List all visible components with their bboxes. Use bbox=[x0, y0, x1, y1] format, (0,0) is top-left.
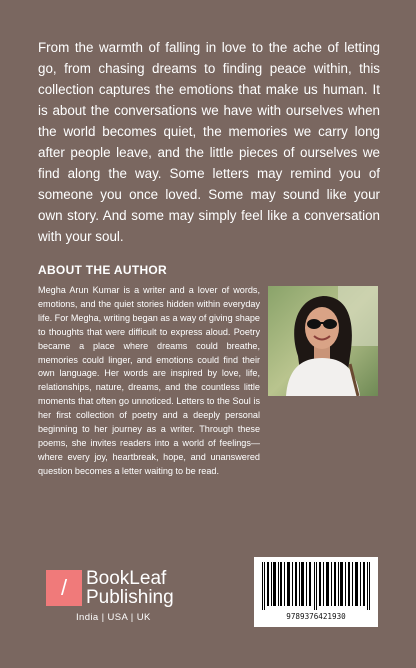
back-cover-blurb: From the warmth of falling in love to the ache of letting go, from chasing dreams to finding peace within, this collection captures the emotions that make us human. It is about the conversations we have with ourselves when the world becomes quiet, the memories we carry long after people leave, and the little pieces of ourselves we find along the way. Some letters may remind you of someone you once loved. Some may sound like your own story. And some may simply feel like a conversation with your soul. bbox=[38, 40, 380, 244]
publisher-logo-mark: / bbox=[46, 570, 82, 606]
author-photo bbox=[268, 286, 378, 396]
about-author-heading: ABOUT THE AUTHOR bbox=[38, 263, 168, 277]
publisher-name-line1: BookLeaf bbox=[86, 568, 167, 589]
author-portrait-image bbox=[268, 286, 378, 396]
author-bio: Megha Arun Kumar is a writer and a lover of words, emotions, and the quiet stories hidden within everyday life. For Megha, writing began as a way of giving shape to thoughts that were difficult to express aloud. Poetry became a place where dreams could breathe, memories could linger, and emotions could find their own language. Her words are inspired by love, life, relationships, nature, dreams, and the countless little moments that often go unnoticed. Letters to the Soul is her first collection of poetry and a deeply personal beginning to her journey as a writer. Through these poems, she invites readers into a world of feelings—where every joy, heartbreak, hope, and unanswered question becomes a letter waiting to be read. bbox=[38, 285, 260, 476]
publisher-name-line2: Publishing bbox=[86, 587, 174, 608]
publisher-regions: India | USA | UK bbox=[76, 612, 151, 623]
isbn-number: 9789376421930 bbox=[286, 612, 346, 621]
publisher-logo bbox=[46, 570, 186, 626]
barcode-bars bbox=[260, 562, 372, 610]
isbn-barcode bbox=[254, 557, 378, 627]
